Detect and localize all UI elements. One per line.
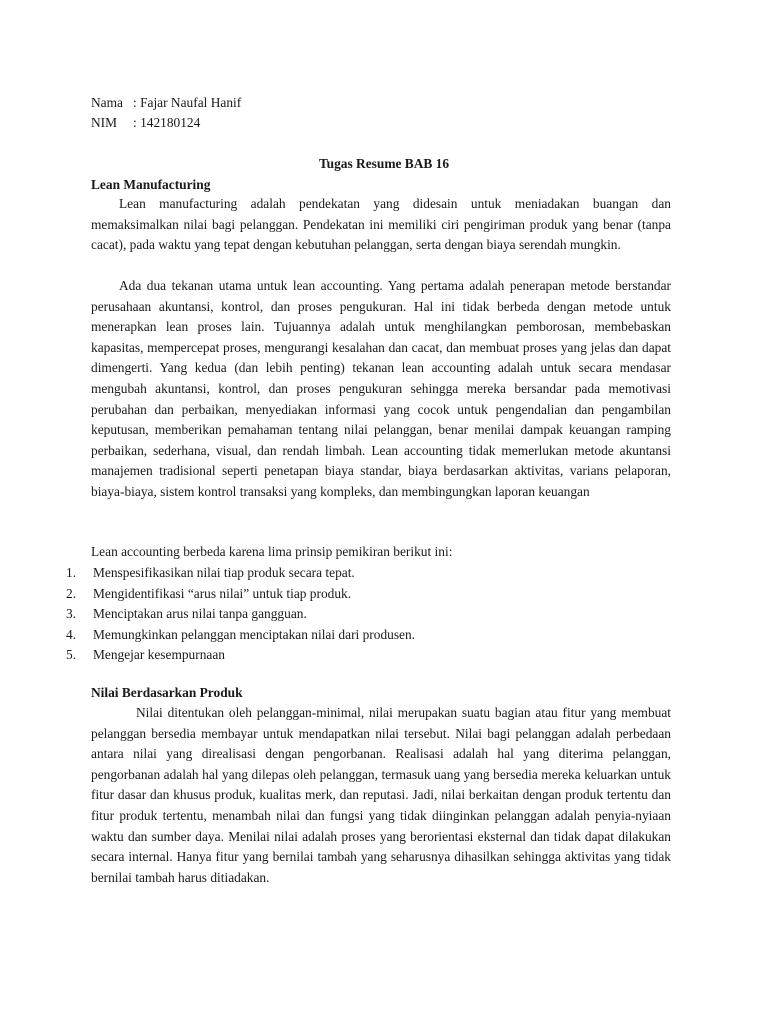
list-item-number: 3.: [66, 606, 77, 622]
name-value: : Fajar Naufal Hanif: [133, 95, 242, 110]
list-item-number: 1.: [66, 565, 77, 580]
list-item-text: Menciptakan arus nilai tanpa gangguan.: [93, 606, 307, 622]
list-item-text: Menspesifikasikan nilai tiap produk secara tepat.: [93, 565, 355, 580]
paragraph-nilai-berdasarkan-produk: Nilai ditentukan oleh pelanggan-minimal, nilai merupakan suatu bagian atau fitur yang membuat pelanggan bersedia membayar untuk mendapatkan nilai tersebut. Nilai bagi pelanggan adalah perbedaan antara nilai yang direalisasi dengan pengorbanan. Realisasi adalah hal yang diterima pelanggan, pengorbanan adalah hal yang dilepas oleh pelanggan, termasuk uang yang bersedia mereka keluarkan untuk fitur dasar dan khusus produk, kualitas merk, dan reputasi. Jadi, nilai berkaitan dengan produk tertentu dan fitur produk tertentu, menambah nilai dan fungsi yang tidak diinginkan pelanggan adalah penyia-nyiaan waktu dan sumber daya. Menilai nilai adalah proses yang berorientasi eksternal dan tidak dapat dilakukan secara internal. Hanya fitur yang bernilai tambah yang seharusnya dihasilkan sehingga aktivitas yang tidak bernilai tambah harus ditiadakan.: [91, 705, 671, 885]
nim-value: : 142180124: [133, 115, 201, 130]
document-title: Tugas Resume BAB 16: [318, 156, 450, 171]
list-item-text: Mengejar kesempurnaan: [93, 647, 225, 663]
nim-label: NIM: [91, 115, 118, 130]
paragraph-lean-accounting-pressures: Ada dua tekanan utama untuk lean accounting. Yang pertama adalah penerapan metode berstandar perusahaan akuntansi, kontrol, dan proses pengukuran. Hal ini tidak berbeda dengan metode untuk menerapkan lean proses lain. Tujuannya adalah untuk menghilangkan pemborosan, membebaskan kapasitas, mempercepat proses, mengurangi kesalahan dan cacat, dan membuat proses yang jelas dan dapat dimengerti. Yang kedua (dan lebih penting) tekanan lean accounting adalah untuk secara mendasar mengubah akuntansi, kontrol, dan proses pengukuran sehingga mereka bersandar pada memotivasi perubahan dan perbaikan, menyediakan informasi yang cocok untuk pengendalian dan pengambilan keputusan, memberikan pemahaman tentang nilai pelanggan, benar menilai dampak keuangan ramping perbaikan, sederhana, visual, dan rendah limbah. Lean accounting tidak memerlukan metode akuntansi manajemen tradisional seperti penetapan biaya standar, biaya berdasarkan aktivitas, varians pelaporan, biaya-biaya, sistem kontrol transaksi yang kompleks, dan membingungkan laporan keuangan: [91, 278, 671, 499]
list-item-number: 4.: [66, 626, 77, 642]
list-item-number: 5.: [66, 647, 77, 663]
list-item-text: Mengidentifikasi “arus nilai” untuk tiap produk.: [93, 585, 352, 601]
section-heading-lean-manufacturing: Lean Manufacturing: [91, 177, 211, 192]
paragraph-lean-manufacturing-definition: Lean manufacturing adalah pendekatan yang didesain untuk meniadakan buangan dan memaksimalkan nilai bagi pelanggan. Pendekatan ini memiliki ciri pengiriman produk yang benar (tanpa cacat), pada waktu yang tepat dengan kebutuhan pelanggan, serta dengan biaya serendah mungkin.: [91, 196, 671, 253]
list-item-number: 2.: [66, 585, 77, 601]
list-item-text: Memungkinkan pelanggan menciptakan nilai dari produsen.: [93, 626, 416, 642]
student-nim-line: [91, 113, 200, 133]
section-heading-nilai-berdasarkan-produk: Nilai Berdasarkan Produk: [91, 685, 243, 700]
student-name-line: [91, 93, 241, 113]
list-intro: Lean accounting berbeda karena lima prinsip pemikiran berikut ini:: [91, 544, 453, 559]
name-label: Nama: [91, 95, 123, 110]
